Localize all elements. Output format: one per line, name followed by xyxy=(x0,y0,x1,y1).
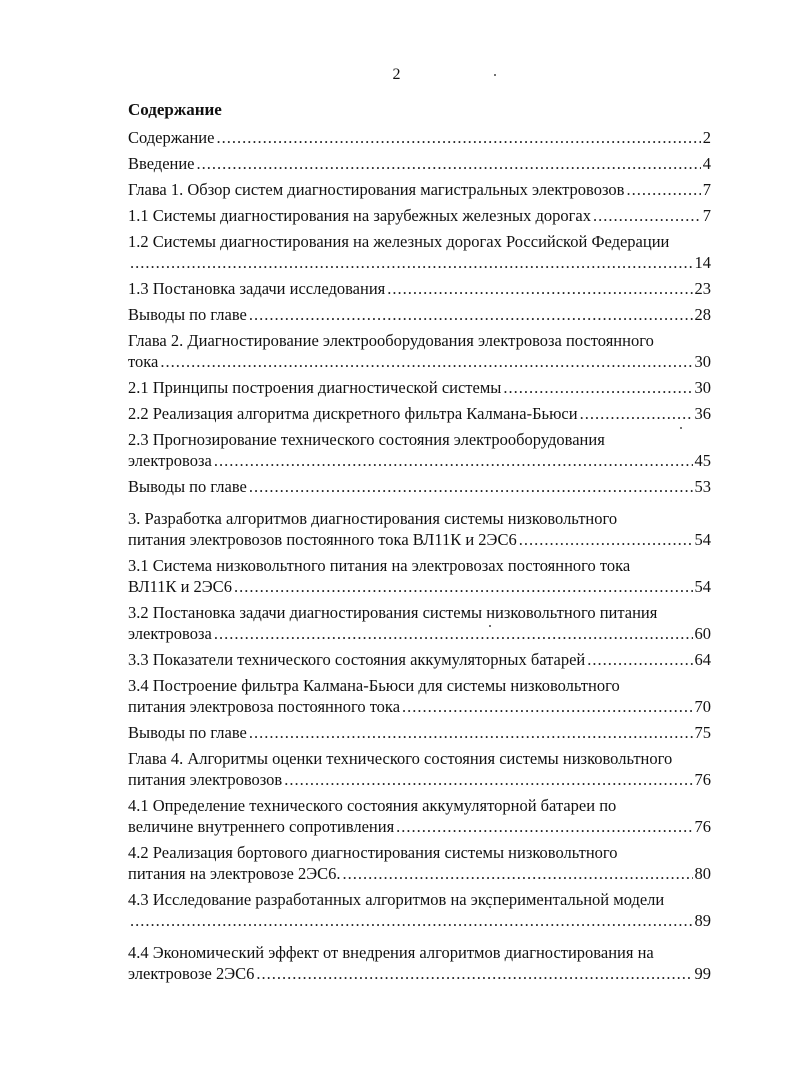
toc-entry-title-cont: величине внутреннего сопротивления xyxy=(128,817,395,836)
toc-entry-title-cont: электровоза xyxy=(128,624,212,643)
toc-entry-page: 75 xyxy=(694,723,711,742)
toc-heading: Содержание xyxy=(128,100,222,119)
dot-leader xyxy=(256,963,692,984)
toc-entry-page: 2 xyxy=(702,128,711,147)
dot-leader xyxy=(197,153,701,174)
toc-entry[interactable] xyxy=(128,304,711,325)
dot-leader xyxy=(130,910,693,931)
toc-entry-page: 28 xyxy=(694,305,711,324)
toc-entry[interactable] xyxy=(128,429,711,471)
dot-leader xyxy=(214,623,693,644)
toc-entry-title-cont: ВЛ11К и 2ЭС6 xyxy=(128,577,232,596)
toc-entry[interactable] xyxy=(128,675,711,717)
toc-entry[interactable] xyxy=(128,748,711,790)
dot-leader xyxy=(249,476,693,497)
dot-leader xyxy=(234,576,693,597)
toc-entry-page: 14 xyxy=(694,253,711,272)
toc-entry-title: 3.1 Система низковольтного питания на электровозах постоянного тока xyxy=(128,556,631,575)
toc-entry-page: 4 xyxy=(702,154,711,173)
dot-leader xyxy=(387,278,692,299)
toc-entry[interactable] xyxy=(128,278,711,299)
toc-entry-title-cont: питания электровозов xyxy=(128,770,283,789)
dot-leader xyxy=(343,863,693,884)
toc-entry-page: 53 xyxy=(694,477,711,496)
toc-entry[interactable] xyxy=(128,179,711,200)
toc-entry-title: Глава 2. Диагностирование электрооборудования электровоза постоянного xyxy=(128,331,654,350)
toc-entry-page: 99 xyxy=(694,964,711,983)
toc-entry[interactable] xyxy=(128,555,711,597)
dot-leader xyxy=(249,304,693,325)
dot-leader xyxy=(519,529,693,550)
toc-entry-title-cont: электровоза xyxy=(128,451,212,470)
toc-entry-title: 3. Разработка алгоритмов диагностирования системы низковольтного xyxy=(128,509,618,528)
toc-entry-page: 76 xyxy=(694,770,711,789)
toc-entry-title-cont: электровозе 2ЭС6 xyxy=(128,964,255,983)
toc-entry-title: 4.4 Экономический эффект от внедрения алгоритмов диагностирования на xyxy=(128,943,654,962)
dot-leader xyxy=(503,377,692,398)
toc-entry-page: 45 xyxy=(694,451,711,470)
toc-entry-page: 7 xyxy=(702,180,711,199)
dot-leader xyxy=(249,722,693,743)
toc-entry-page: 89 xyxy=(694,911,711,930)
toc-entry-title-cont: питания электровоза постоянного тока xyxy=(128,697,401,716)
toc-entry-title: Глава 4. Алгоритмы оценки технического состояния системы низковольтного xyxy=(128,749,673,768)
toc-entry-title: 4.2 Реализация бортового диагностирования системы низковольтного xyxy=(128,843,618,862)
toc-entry[interactable] xyxy=(128,403,711,424)
toc-entry[interactable] xyxy=(128,476,711,497)
toc-entry[interactable] xyxy=(128,377,711,398)
toc-entry-page: 30 xyxy=(694,378,711,397)
toc-entry-page: 30 xyxy=(694,352,711,371)
toc-entry-title: 3.2 Постановка задачи диагностирования системы низковольтного питания xyxy=(128,603,658,622)
toc-entry-title-cont: питания электровозов постоянного тока ВЛ11К и 2ЭС6 xyxy=(128,530,517,549)
toc-entry[interactable] xyxy=(128,127,711,148)
toc-entry[interactable] xyxy=(128,330,711,372)
toc-entry-title-cont: питания на электровозе 2ЭС6. xyxy=(128,864,341,883)
toc-entry-title: Содержание xyxy=(128,128,215,147)
toc-entry-page: 54 xyxy=(694,530,711,549)
toc-entry-title: Введение xyxy=(128,154,195,173)
toc-entry[interactable] xyxy=(128,722,711,743)
toc-entry-page: 80 xyxy=(694,864,711,883)
toc-entry[interactable] xyxy=(128,602,711,644)
toc-entry[interactable] xyxy=(128,205,711,226)
dot-leader xyxy=(402,696,692,717)
toc-entry-title: 3.3 Показатели технического состояния аккумуляторных батарей xyxy=(128,650,586,669)
toc-entry[interactable] xyxy=(128,231,711,273)
toc-entry-title: Выводы по главе xyxy=(128,305,247,324)
toc-entry-page: 54 xyxy=(694,577,711,596)
dot-leader xyxy=(626,179,700,200)
toc-entry-title: 2.1 Принципы построения диагностической системы xyxy=(128,378,502,397)
toc-entry-page: 23 xyxy=(694,279,711,298)
dot-leader xyxy=(587,649,692,670)
toc-entry[interactable] xyxy=(128,795,711,837)
toc-entry-page: 7 xyxy=(702,206,711,225)
toc-entry-title: 3.4 Построение фильтра Калмана-Бьюси для системы низковольтного xyxy=(128,676,620,695)
dot-leader xyxy=(216,127,700,148)
toc-entry-page: 36 xyxy=(694,404,711,423)
dot-leader xyxy=(214,450,693,471)
toc-entry[interactable] xyxy=(128,153,711,174)
dot-leader xyxy=(593,205,701,226)
toc-entry-title: Выводы по главе xyxy=(128,723,247,742)
toc-entry-title: 4.3 Исследование разработанных алгоритмов на экспериментальной модели xyxy=(128,890,665,909)
dot-leader xyxy=(284,769,692,790)
toc-entry-title: 1.2 Системы диагностирования на железных дорогах Российской Федерации xyxy=(128,232,670,251)
toc-entry[interactable] xyxy=(128,649,711,670)
toc-entry-title-cont: тока xyxy=(128,352,159,371)
toc-entry-title: 2.2 Реализация алгоритма дискретного фильтра Калмана-Бьюси xyxy=(128,404,578,423)
toc-entry-page: 70 xyxy=(694,697,711,716)
toc-entry[interactable] xyxy=(128,508,711,550)
toc-entry-title: Глава 1. Обзор систем диагностирования магистральных электровозов xyxy=(128,180,625,199)
toc-entry[interactable] xyxy=(128,842,711,884)
toc-entry-page: 64 xyxy=(694,650,711,669)
page-number: 2 xyxy=(392,66,401,83)
toc-entry[interactable] xyxy=(128,889,711,931)
toc-entry-page: 60 xyxy=(694,624,711,643)
dot-leader xyxy=(580,403,693,424)
toc-entry-title: Выводы по главе xyxy=(128,477,247,496)
toc-entry-title: 2.3 Прогнозирование технического состояния электрооборудования xyxy=(128,430,605,449)
table-of-contents xyxy=(128,127,711,989)
dot-leader xyxy=(130,252,693,273)
dot-leader xyxy=(160,351,692,372)
toc-entry[interactable] xyxy=(128,942,711,984)
toc-entry-title: 1.3 Постановка задачи исследования xyxy=(128,279,386,298)
toc-entry-page: 76 xyxy=(694,817,711,836)
scan-speck xyxy=(494,74,496,76)
toc-entry-title: 4.1 Определение технического состояния аккумуляторной батареи по xyxy=(128,796,617,815)
toc-entry-title: 1.1 Системы диагностирования на зарубежных железных дорогах xyxy=(128,206,591,225)
dot-leader xyxy=(396,816,692,837)
